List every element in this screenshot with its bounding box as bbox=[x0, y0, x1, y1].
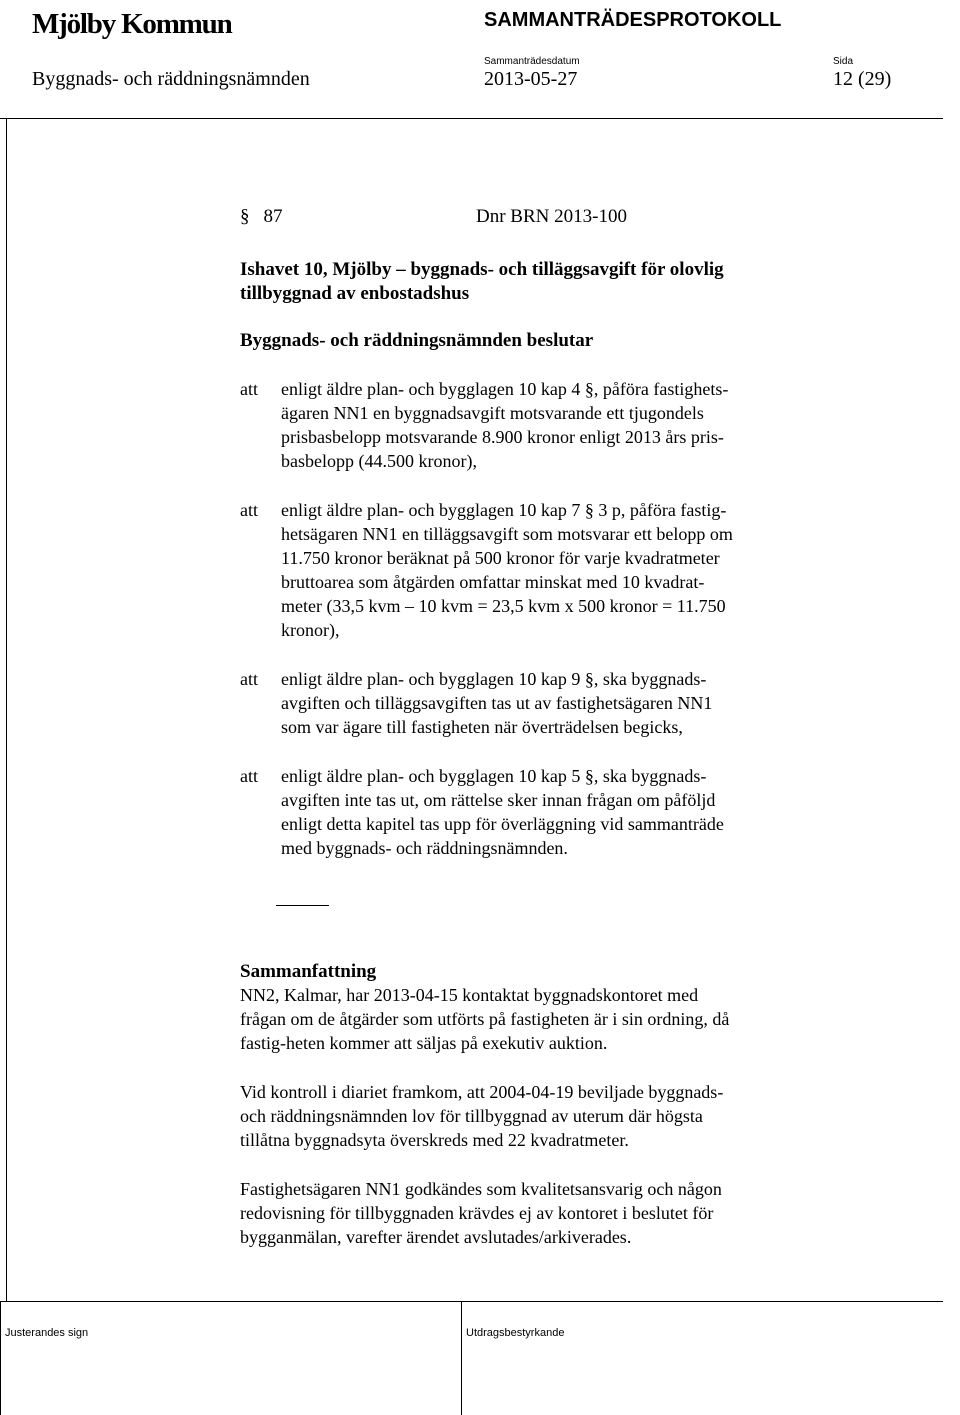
paragraph-line: frågan om de åtgärder som utförts på fastigheten är i sin ordning, då bbox=[240, 1009, 730, 1029]
section-heading bbox=[240, 206, 660, 228]
decision-line: som var ägare till fastigheten när överträdelsen begicks, bbox=[281, 717, 683, 737]
left-margin-rule bbox=[6, 118, 7, 1301]
decision-line: enligt äldre plan- och bygglagen 10 kap 5 §, ska byggnads- bbox=[281, 766, 707, 786]
decision-line: ägaren NN1 en byggnadsavgift motsvarande ett tjugondels bbox=[281, 403, 704, 423]
summary-heading: Sammanfattning bbox=[240, 961, 377, 982]
page-label: Sida bbox=[833, 56, 854, 67]
section-separator bbox=[276, 905, 329, 906]
footer-left-rule bbox=[0, 1301, 1, 1415]
paragraph-symbol: § bbox=[240, 206, 250, 227]
decision-line: bruttoarea som åtgärden omfattar minskat med 10 kvadrat- bbox=[281, 572, 705, 592]
document-type: SAMMANTRÄDESPROTOKOLL bbox=[484, 9, 782, 31]
paragraph-line: NN2, Kalmar, har 2013-04-15 kontaktat byggnadskontoret med bbox=[240, 985, 699, 1005]
decision-line: med byggnads- och räddningsnämnden. bbox=[281, 838, 568, 858]
organization-name: Mjölby Kommun bbox=[32, 8, 232, 40]
page-number: 12 (29) bbox=[833, 68, 892, 90]
paragraph-line: bygganmälan, varefter ärendet avslutades/arkiverades. bbox=[240, 1227, 632, 1247]
summary-paragraph bbox=[240, 983, 830, 1055]
decision-line: hetsägaren NN1 en tilläggsavgift som motsvarar ett belopp om bbox=[281, 524, 733, 544]
decision-lead: att bbox=[240, 500, 258, 520]
date-label: Sammanträdesdatum bbox=[484, 56, 580, 67]
meeting-date: 2013-05-27 bbox=[484, 68, 578, 90]
paragraph-line: fastig-heten kommer att säljas på exekutiv auktion. bbox=[240, 1033, 608, 1053]
decision-lead: att bbox=[240, 379, 258, 399]
decision-lead: att bbox=[240, 766, 258, 786]
header-rule bbox=[0, 118, 943, 119]
paragraph-line: tillåtna byggnadsyta överskreds med 22 kvadratmeter. bbox=[240, 1130, 629, 1150]
decision-line: basbelopp (44.500 kronor), bbox=[281, 451, 477, 471]
decision-line: avgiften inte tas ut, om rättelse sker innan frågan om påföljd bbox=[281, 790, 716, 810]
decision-heading: Byggnads- och räddningsnämnden beslutar bbox=[240, 330, 594, 351]
paragraph-line: Fastighetsägaren NN1 godkändes som kvalitetsansvarig och någon bbox=[240, 1179, 722, 1199]
decision-line: avgiften och tilläggsavgiften tas ut av fastighetsägaren NN1 bbox=[281, 693, 713, 713]
decision-line: enligt äldre plan- och bygglagen 10 kap 4 §, påföra fastighets- bbox=[281, 379, 729, 399]
decision-line: 11.750 kronor beräknat på 500 kronor för varje kvadratmeter bbox=[281, 548, 720, 568]
committee-name: Byggnads- och räddningsnämnden bbox=[32, 68, 310, 90]
decision-line: prisbasbelopp motsvarande 8.900 kronor enligt 2013 års pris- bbox=[281, 427, 724, 447]
decision-line: kronor), bbox=[281, 620, 340, 640]
paragraph-line: och räddningsnämnden lov för tillbyggnad av uterum där högsta bbox=[240, 1106, 703, 1126]
decision-line: meter (33,5 kvm – 10 kvm = 23,5 kvm x 500 kronor = 11.750 bbox=[281, 596, 726, 616]
footer-rule bbox=[0, 1301, 943, 1302]
decision-line: enligt äldre plan- och bygglagen 10 kap 7 § 3 p, påföra fastig- bbox=[281, 500, 727, 520]
section-number: 87 bbox=[263, 206, 283, 227]
decision-lead: att bbox=[240, 669, 258, 689]
extract-certification-label: Utdragsbestyrkande bbox=[466, 1327, 565, 1339]
paragraph-line: Vid kontroll i diariet framkom, att 2004-04-19 beviljade byggnads- bbox=[240, 1082, 724, 1102]
decision-line: enligt detta kapitel tas upp för överläggning vid sammanträde bbox=[281, 814, 724, 834]
footer-divider bbox=[461, 1301, 462, 1415]
summary-paragraph bbox=[240, 1177, 830, 1249]
summary-paragraph bbox=[240, 1080, 830, 1152]
decision-line: enligt äldre plan- och bygglagen 10 kap 9 §, ska byggnads- bbox=[281, 669, 707, 689]
case-title: Ishavet 10, Mjölby – byggnads- och tilläggsavgift för olovlig tillbyggnad av enbostadshus bbox=[240, 259, 724, 304]
paragraph-line: redovisning för tillbyggnaden krävdes ej av kontoret i beslutet för bbox=[240, 1203, 714, 1223]
justification-signature-label: Justerandes sign bbox=[5, 1327, 89, 1339]
case-number: Dnr BRN 2013-100 bbox=[476, 206, 627, 227]
